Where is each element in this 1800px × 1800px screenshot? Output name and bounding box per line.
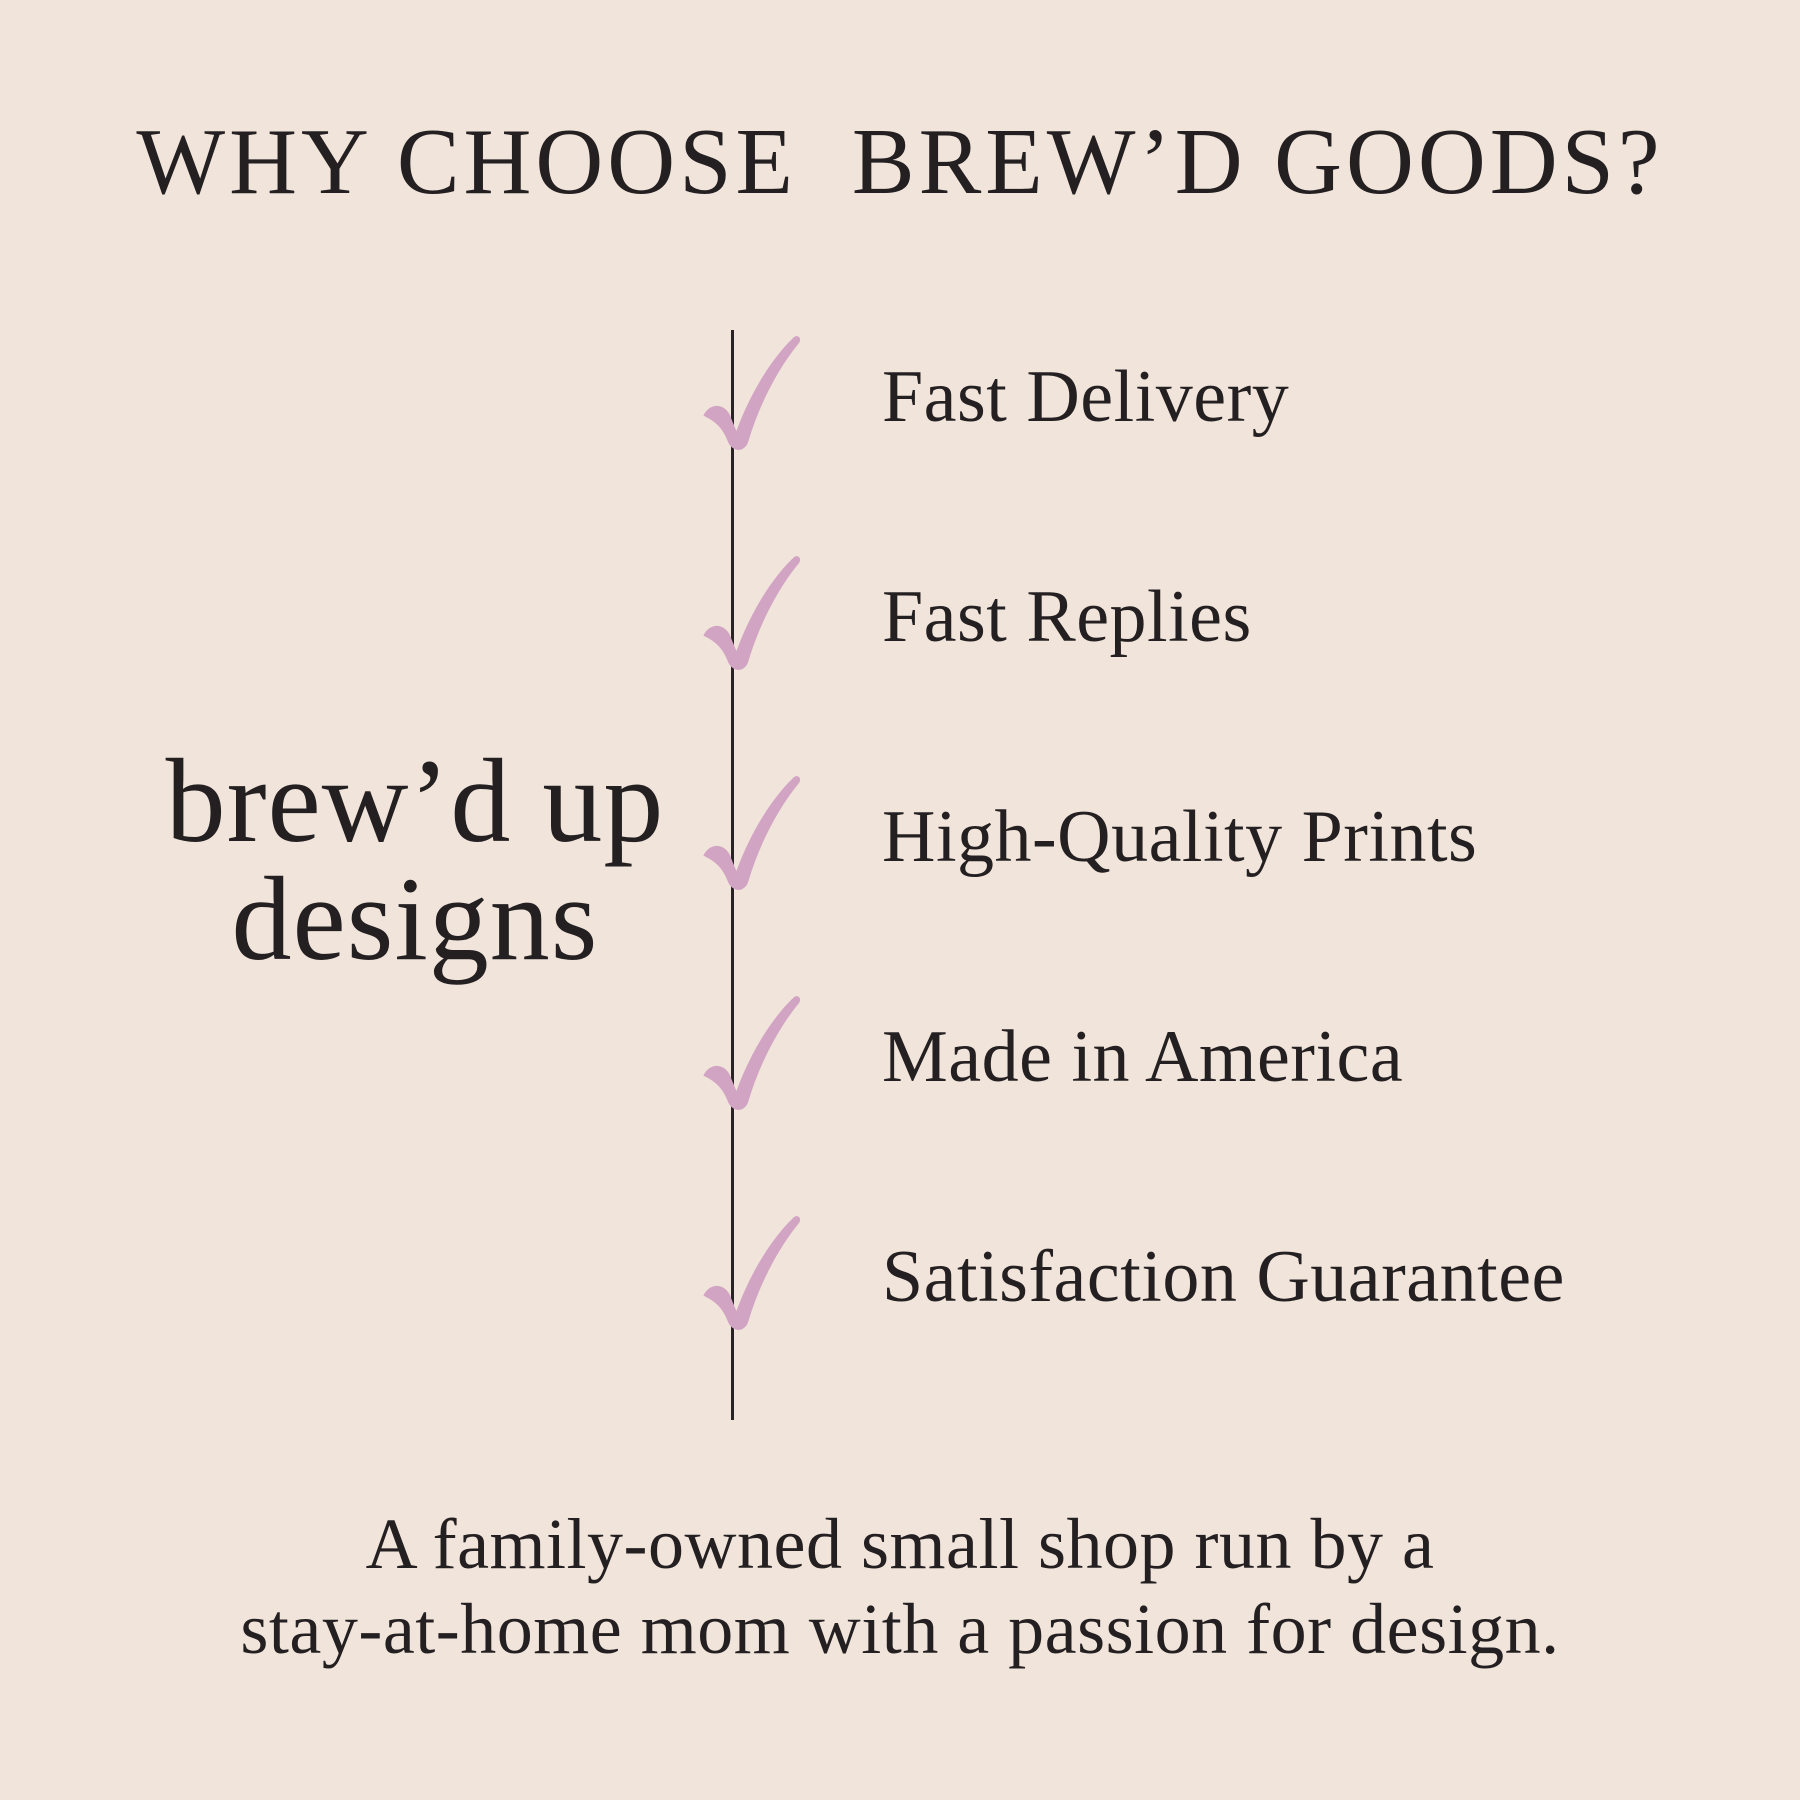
brand-line-2: designs — [231, 851, 599, 985]
footer-line-2: stay-at-home mom with a passion for design. — [240, 1588, 1560, 1669]
footer-line-1: A family-owned small shop run by a — [365, 1504, 1435, 1584]
benefit-label: High-Quality Prints — [882, 796, 1478, 878]
benefit-item — [688, 770, 1565, 905]
benefit-label: Fast Replies — [882, 576, 1252, 658]
benefit-label: Fast Delivery — [882, 356, 1290, 438]
checkmark-icon — [688, 1212, 820, 1344]
benefit-label: Made in America — [882, 1016, 1404, 1098]
benefit-item — [688, 1210, 1565, 1345]
benefit-label: Satisfaction Guarantee — [882, 1236, 1565, 1318]
checkmark-icon — [688, 772, 820, 904]
brand-logo — [110, 734, 720, 985]
page-title: WHY CHOOSE BREW’D GOODS? — [136, 110, 1664, 214]
checkmark-icon — [688, 992, 820, 1124]
benefits-list — [688, 330, 1565, 1345]
checkmark-icon — [688, 332, 820, 464]
benefit-item — [688, 550, 1565, 685]
benefit-item — [688, 330, 1565, 465]
brand-line-1: brew’d up — [165, 734, 665, 867]
footer-text — [0, 1502, 1800, 1672]
checkmark-icon — [688, 552, 820, 684]
benefit-item — [688, 990, 1565, 1125]
